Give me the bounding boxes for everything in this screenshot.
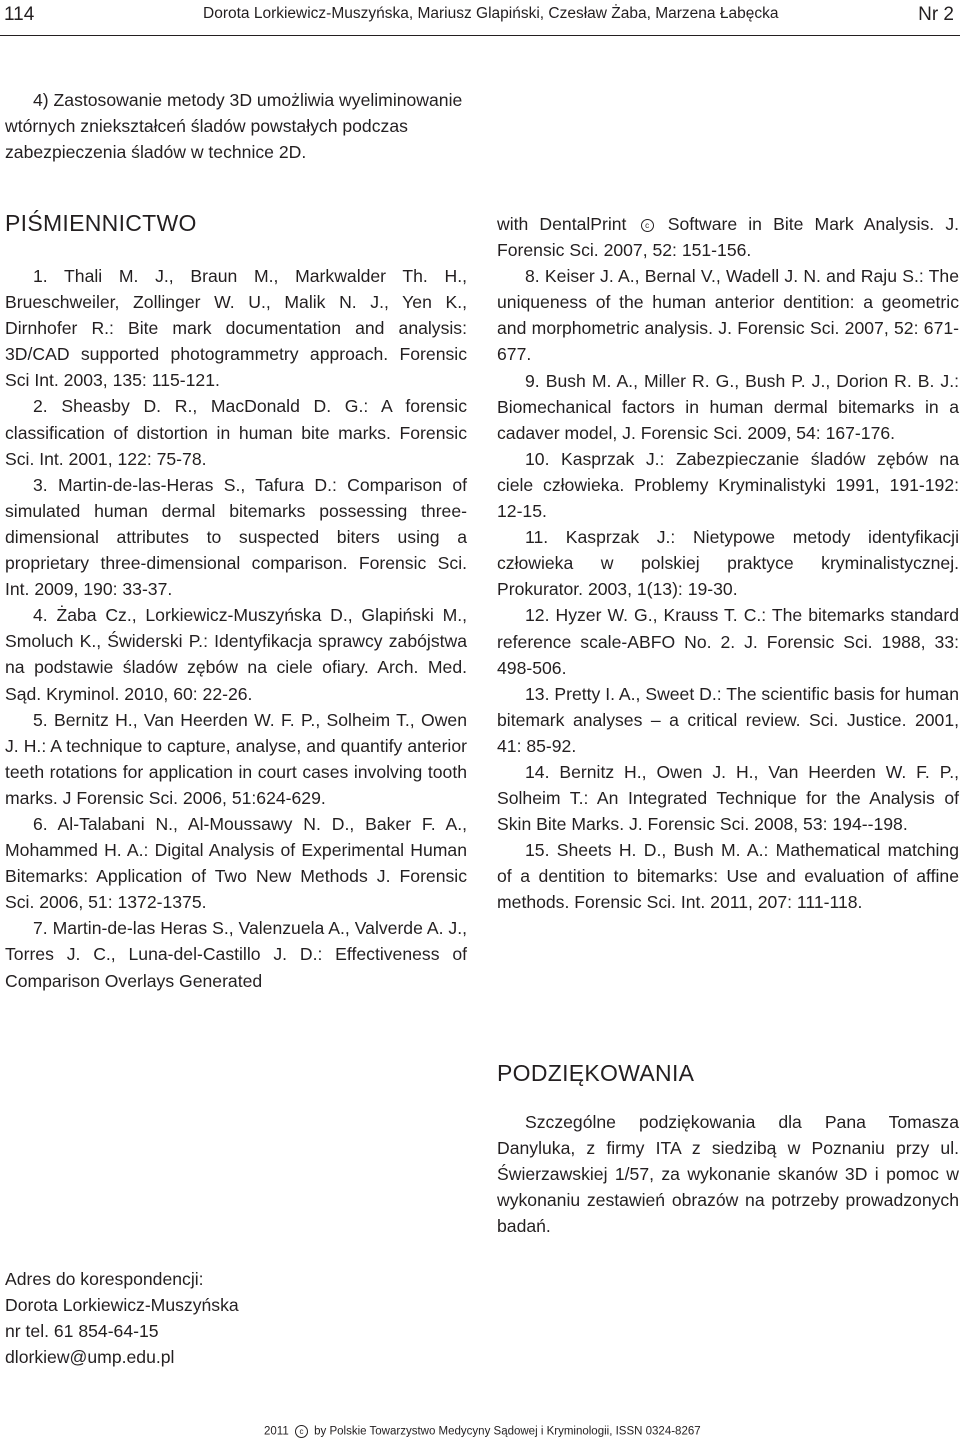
contact-email[interactable]: dlorkiew@ump.edu.pl	[5, 1347, 175, 1368]
reference-item: 12. Hyzer W. G., Krauss T. C.: The bitemarks standard reference scale-ABFO No. 2. J. Forensic Sci. 1988, 33: 498-506.	[497, 605, 959, 678]
correspondence-address	[5, 1266, 239, 1370]
acknowledgements-heading: PODZIĘKOWANIA	[497, 1060, 695, 1086]
acknowledgements-text: Szczególne podziękowania dla Pana Tomasza Danyluka, z firmy ITA z siedzibą w Poznaniu przy ul. Świerzawskiej 1/57, za wykonanie skanów 3D i pomoc w wykonaniu zestawień obrazów na potrzeby prowadzonych badań.	[497, 1112, 959, 1237]
reference-item: 6. Al-Talabani N., Al-Moussawy N. D., Baker F. A., Mohammed H. A.: Digital Analysis of Experimental Human Bitemarks: Application of Two New Methods J. Forensic Sci. 2006, 51: 1372-1375.	[5, 813, 467, 913]
reference-item: 9. Bush M. A., Miller R. G., Bush P. J., Dorion R. B. J.: Biomechanical factors in human dermal bitemarks in a cadaver model, J. Forensic Sci. 2009, 54: 167-176.	[497, 370, 959, 443]
reference-item: 4. Żaba Cz., Lorkiewicz-Muszyńska D., Glapiński M., Smoluch K., Świderski P.: Identyfikacja sprawcy zabójstwa na podstawie śladów zębów na ciele ofiary. Arch. Med. Sąd. Kryminol. 2010, 60: 22-26.	[5, 605, 467, 704]
contact-phone: nr tel. 61 854-64-15	[5, 1321, 159, 1342]
reference-item: 10. Kasprzak J.: Zabezpieczanie śladów zębów na ciele człowieka. Problemy Kryminalistyki 1991, 191-192: 12-15.	[497, 448, 959, 522]
references-heading: PIŚMIENNICTWO	[5, 210, 197, 236]
page-number: 114	[4, 4, 35, 25]
references-left-column	[5, 263, 467, 994]
conclusion-item-4: 4) Zastosowanie metody 3D umożliwia wyeliminowanie wtórnych zniekształceń śladów powstałych podczas zabezpieczenia śladów w technice 2D.	[5, 90, 463, 163]
issue-number: Nr 2	[918, 4, 954, 25]
reference-item: 13. Pretty I. A., Sweet D.: The scientific basis for human bitemark analyses – a critical review. Sci. Justice. 2001, 41: 85-92.	[497, 683, 959, 756]
reference-item: 8. Keiser J. A., Bernal V., Wadell J. N. and Raju S.: The uniqueness of the human anterior dentition: a geometric and morphometric analysis. J. Forensic Sci. 2007, 52: 671-677.	[497, 266, 959, 365]
copyright-icon: c	[295, 1425, 308, 1438]
reference-item: 5. Bernitz H., Van Heerden W. F. P., Solheim T., Owen J. H.: A technique to capture, analyse, and quantify anterior teeth rotations for application in court cases involving tooth marks. J Forensic Sci. 2006, 51:624-629.	[5, 709, 467, 808]
reference-item: 2. Sheasby D. R., MacDonald D. G.: A forensic classification of distortion in human bite marks. Forensic Sci. Int. 2001, 122: 75-78.	[5, 396, 467, 469]
running-header	[0, 0, 960, 30]
header-authors: Dorota Lorkiewicz-Muszyńska, Mariusz Glapiński, Czesław Żaba, Marzena Łabęcka	[203, 5, 779, 22]
copyright-symbol-icon: c	[641, 219, 654, 232]
contact-name: Dorota Lorkiewicz-Muszyńska	[5, 1295, 239, 1316]
reference-continuation-end: Software in Bite Mark Analysis. J. Forensic Sci. 2007, 52: 151-156.	[497, 214, 960, 261]
header-rule	[0, 35, 960, 36]
footer-year: 2011	[264, 1425, 289, 1438]
reference-item: 1. Thali M. J., Braun M., Markwalder Th. H., Brueschweiler, Zollinger W. U., Malik N. J., Yen K., Dirnhofer R.: Bite mark documentation and analysis: 3D/CAD supported photogrammetry approach. Forensic Sci Int. 2003, 135: 115-121.	[5, 266, 467, 391]
reference-item: 7. Martin-de-las Heras S., Valenzuela A., Valverde A. J., Torres J. C., Luna-del-Castillo J. D.: Effectiveness of Comparison Overlays Generated	[5, 918, 467, 991]
acknowledgements-body	[497, 1109, 959, 1239]
reference-item: 11. Kasprzak J.: Nietypowe metody identyfikacji człowieka w polskiej praktyce kryminalistycznej. Prokurator. 2003, 1(13): 19-30.	[497, 527, 959, 600]
footer-text: by Polskie Towarzystwo Medycyny Sądowej i Kryminologii, ISSN 0324-8267	[314, 1425, 701, 1438]
conclusion-paragraph	[5, 87, 467, 165]
reference-continuation-start: with DentalPrint	[497, 214, 627, 234]
reference-item: 15. Sheets H. D., Bush M. A.: Mathematical matching of a dentition to bitemarks: Use and evaluation of affine methods. Forensic Sci. Int. 2011, 207: 111-118.	[497, 840, 959, 913]
reference-item: 14. Bernitz H., Owen J. H., Van Heerden W. F. P., Solheim T.: An Integrated Technique for the Analysis of Skin Bite Marks. J. Forensic Sci. 2008, 53: 194--198.	[497, 761, 959, 835]
reference-continuation	[497, 211, 959, 263]
reference-item: 3. Martin-de-las-Heras S., Tafura D.: Comparison of simulated human dermal bitemarks possessing three-dimensional attributes to suspected biters using a proprietary three-dimensional comparison. Forensic Sci. Int. 2009, 190: 33-37.	[5, 474, 467, 600]
contact-label: Adres do korespondencji:	[5, 1269, 204, 1289]
references-right-column	[497, 211, 959, 916]
